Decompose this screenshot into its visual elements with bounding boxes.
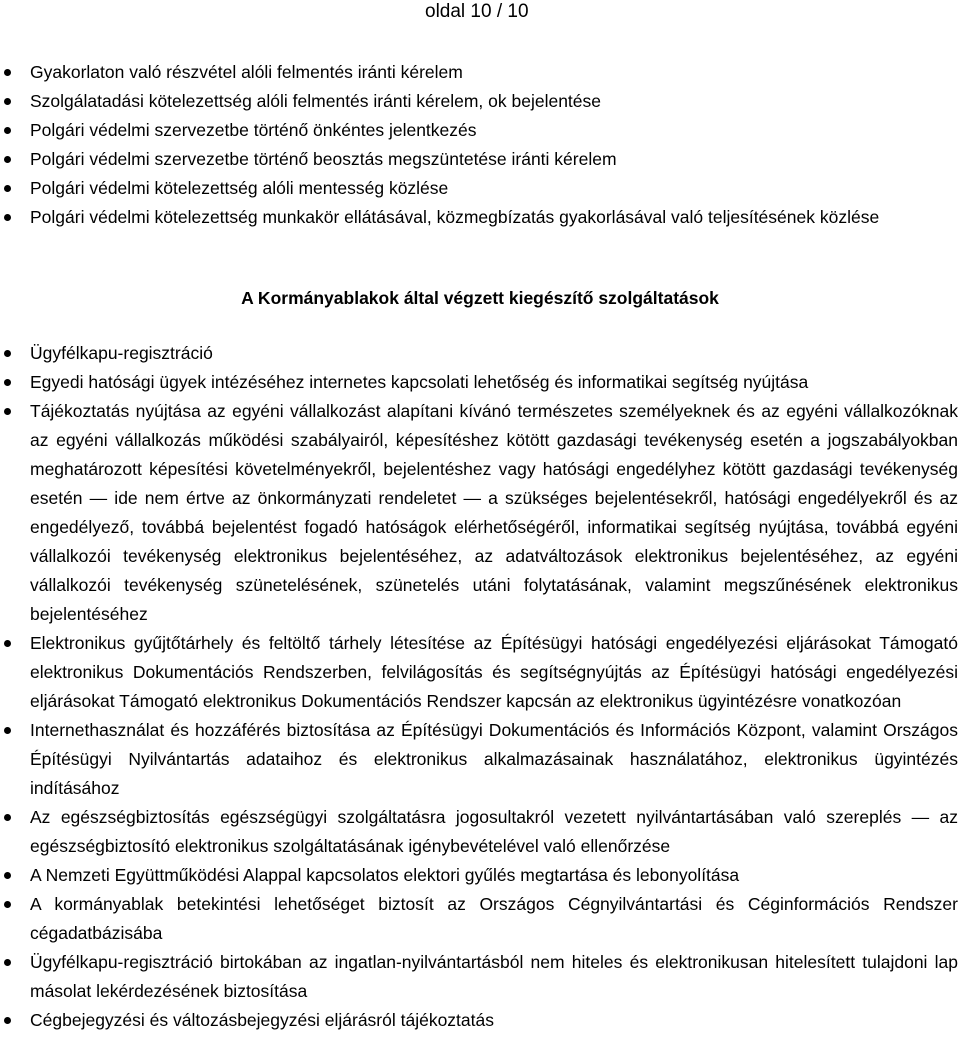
list-item: Polgári védelmi szervezetbe történő beosztás megszüntetése iránti kérelem <box>0 145 958 174</box>
list-item: Gyakorlaton való részvétel alóli felmentés iránti kérelem <box>0 58 958 87</box>
list-item: A kormányablak betekintési lehetőséget biztosít az Országos Cégnyilvántartási és Céginformációs Rendszer cégadatbázisába <box>0 890 958 948</box>
list-item: Tájékoztatás nyújtása az egyéni vállalkozást alapítani kívánó természetes személyeknek és az egyéni vállalkozóknak az egyéni vállalkozás működési szabályairól, képesítéshez kötött gazdasági tevékenység esetén a jogszabályokban meghatározott képesítési követelményekről, bejelentéshez vagy hatósági engedélyhez kötött gazdasági tevékenység esetén — ide nem értve az önkormányzati rendeletet — a szükséges bejelentésekről, hatósági engedélyekről és az engedélyező, továbbá bejelentést fogadó hatóságok elérhetőségéről, informatikai segítség nyújtása, továbbá egyéni vállalkozói tevékenység elektronikus bejelentéséhez, az adatváltozások elektronikus bejelentéséhez, az egyéni vállalkozói tevékenység szünetelésének, szünetelés utáni folytatásának, valamint megszűnésének elektronikus bejelentéséhez <box>0 397 958 629</box>
list-item: Szolgálatadási kötelezettség alóli felmentés iránti kérelem, ok bejelentése <box>0 87 958 116</box>
section-heading: A Kormányablakok által végzett kiegészítő szolgáltatások <box>241 288 719 308</box>
list-item: Polgári védelmi kötelezettség munkakör ellátásával, közmegbízatás gyakorlásával való teljesítésének közlése <box>0 203 958 232</box>
list-item: A Nemzeti Együttműködési Alappal kapcsolatos elektori gyűlés megtartása és lebonyolítása <box>0 861 958 890</box>
page-number: oldal 10 / 10 <box>425 1 529 22</box>
list-item: Ügyfélkapu-regisztráció <box>0 339 958 368</box>
list-item: Cégbejegyzési és változásbejegyzési eljárásról tájékoztatás <box>0 1006 958 1035</box>
list-item: Internethasználat és hozzáférés biztosítása az Építésügyi Dokumentációs és Információs Központ, valamint Országos Építésügyi Nyilvántartás adataihoz és elektronikus alkalmazásainak használatához, elektronikus ügyintézés indításához <box>0 716 958 803</box>
list-item: Az egészségbiztosítás egészségügyi szolgáltatásra jogosultakról vezetett nyilvántartásában való szereplés — az egészségbiztosító elektronikus szolgáltatásának igénybevételével való ellenőrzése <box>0 803 958 861</box>
civil-protection-list <box>0 58 958 232</box>
list-item: Egyedi hatósági ügyek intézéséhez internetes kapcsolati lehetőség és informatikai segítség nyújtása <box>0 368 958 397</box>
list-item: Polgári védelmi kötelezettség alóli mentesség közlése <box>0 174 958 203</box>
list-item: Polgári védelmi szervezetbe történő önkéntes jelentkezés <box>0 116 958 145</box>
supplementary-services-list <box>0 339 958 1035</box>
list-item: Ügyfélkapu-regisztráció birtokában az ingatlan-nyilvántartásból nem hiteles és elektronikusan hitelesített tulajdoni lap másolat lekérdezésének biztosítása <box>0 948 958 1006</box>
list-item: Elektronikus gyűjtőtárhely és feltöltő tárhely létesítése az Építésügyi hatósági engedélyezési eljárásokat Támogató elektronikus Dokumentációs Rendszerben, felvilágosítás és segítségnyújtás az Építésügyi hatósági engedélyezési eljárásokat Támogató elektronikus Dokumentációs Rendszer kapcsán az elektronikus ügyintézésre vonatkozóan <box>0 629 958 716</box>
